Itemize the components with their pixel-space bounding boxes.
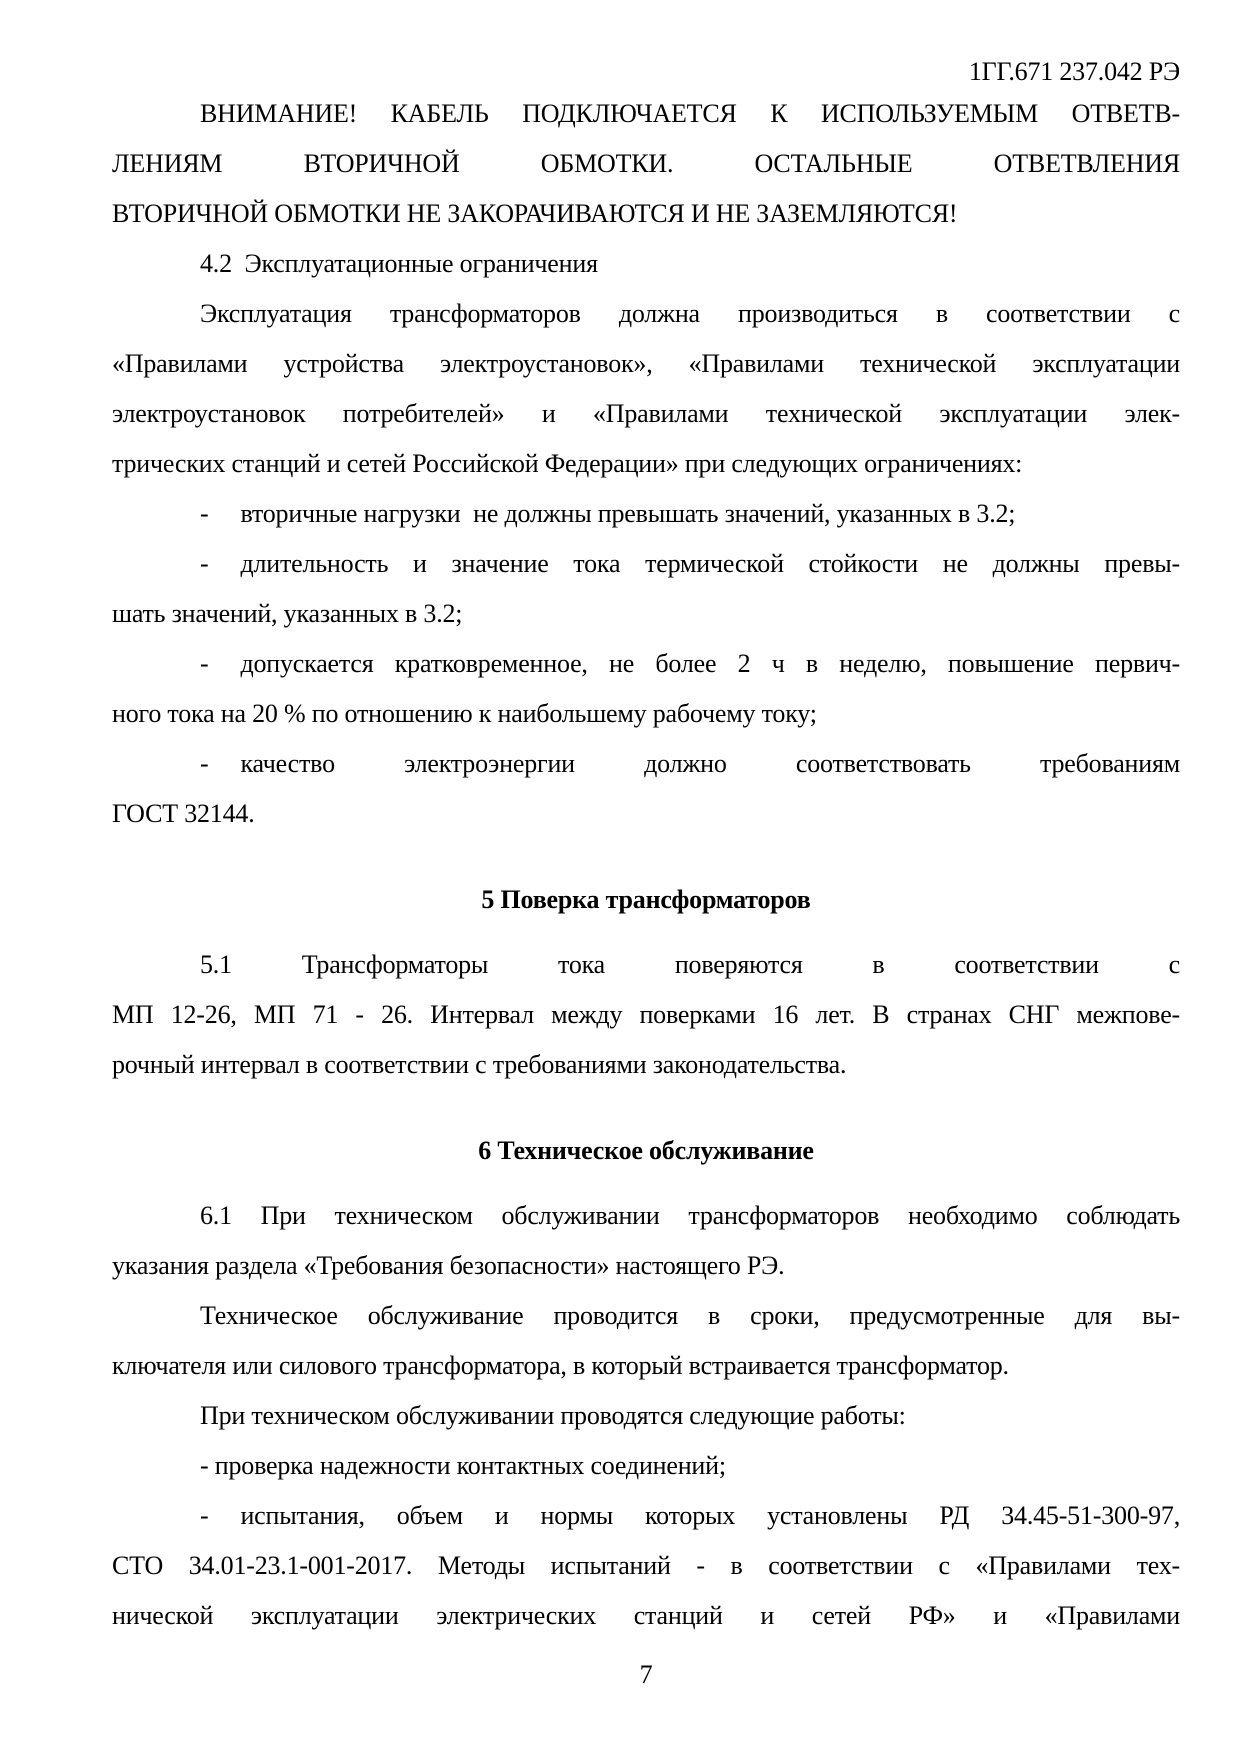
section-5-heading: 5 Поверка трансформаторов xyxy=(481,885,811,914)
list-dash: - xyxy=(200,499,209,528)
doc-code: 1ГГ.671 237.042 РЭ xyxy=(968,57,1180,86)
maintenance-para-line-2: указания раздела «Требования безопасности» настоящего РЭ. xyxy=(112,1251,785,1280)
operation-para-line-1: Эксплуатация трансформаторов должна производиться в соответствии с xyxy=(200,299,1180,328)
limit-item-overcurrent-line-1 xyxy=(112,639,1180,689)
work-item-tests-line-1: - испытания, объем и нормы которых установлены РД 34.45-51-300-97, xyxy=(200,1501,1180,1530)
warning-line-1: ВНИМАНИЕ! КАБЕЛЬ ПОДКЛЮЧАЕТСЯ К ИСПОЛЬЗУЕМЫМ ОТВЕТВ- xyxy=(200,99,1180,128)
limit-item-overcurrent-line-2: ного тока на 20 % по отношению к наибольшему рабочему току; xyxy=(112,699,817,728)
limit-item-text: длительность и значение тока термической стойкости не должны превы- xyxy=(240,549,1180,578)
operation-para-line-2: «Правилами устройства электроустановок», «Правилами технической эксплуатации xyxy=(112,349,1180,378)
maintenance-para-line-4: ключателя или силового трансформатора, в который встраивается трансформатор. xyxy=(112,1351,1009,1380)
list-dash: - xyxy=(200,749,209,778)
verification-para-line-3: рочный интервал в соответствии с требованиями законодательства. xyxy=(112,1050,847,1079)
verification-para-line-2: МП 12-26, МП 71 - 26. Интервал между поверками 16 лет. В странах СНГ межпове- xyxy=(112,1000,1180,1029)
operation-para-line-4: трических станций и сетей Российской Федерации» при следующих ограничениях: xyxy=(112,449,1023,478)
verification-para-line-1: 5.1 Трансформаторы тока поверяются в соответствии с xyxy=(200,950,1180,979)
work-item-contacts: - проверка надежности контактных соединений; xyxy=(200,1451,726,1480)
list-dash: - xyxy=(200,649,209,678)
work-item-tests-line-3: нической эксплуатации электрических станций и сетей РФ» и «Правилами xyxy=(112,1601,1180,1630)
limit-item-power-quality-line-2: ГОСТ 32144. xyxy=(112,799,255,828)
subsection-4-2-title: 4.2 Эксплуатационные ограничения xyxy=(200,249,598,278)
limit-item-text: допускается кратковременное, не более 2 ч в неделю, повышение первич- xyxy=(240,649,1180,678)
maintenance-para-line-1: 6.1 При техническом обслуживании трансформаторов необходимо соблюдать xyxy=(200,1201,1180,1230)
page-number: 7 xyxy=(639,1660,653,1689)
limit-item-thermal-line-2: шать значений, указанных в 3.2; xyxy=(112,599,463,628)
work-item-tests-line-2: СТО 34.01-23.1-001-2017. Методы испытаний - в соответствии с «Правилами тех- xyxy=(112,1551,1180,1580)
limit-item-power-quality-line-1 xyxy=(112,739,1180,789)
text-column xyxy=(112,47,1180,1641)
operation-para-line-3: электроустановок потребителей» и «Правилами технической эксплуатации элек- xyxy=(112,399,1180,428)
limit-item-text: качество электроэнергии должно соответствовать требованиям xyxy=(240,749,1180,778)
warning-line-3: ВТОРИЧНОЙ ОБМОТКИ НЕ ЗАКОРАЧИВАЮТСЯ И НЕ ЗАЗЕМЛЯЮТСЯ! xyxy=(112,199,958,228)
section-6-heading: 6 Техническое обслуживание xyxy=(478,1136,814,1165)
list-dash: - xyxy=(200,549,209,578)
warning-line-2: ЛЕНИЯМ ВТОРИЧНОЙ ОБМОТКИ. ОСТАЛЬНЫЕ ОТВЕТВЛЕНИЯ xyxy=(112,149,1180,178)
limit-item-thermal-line-1 xyxy=(112,539,1180,589)
limit-item-secondary-loads xyxy=(112,489,1180,539)
maintenance-works-intro: При техническом обслуживании проводятся следующие работы: xyxy=(200,1401,906,1430)
maintenance-para-line-3: Техническое обслуживание проводится в сроки, предусмотренные для вы- xyxy=(200,1301,1180,1330)
limit-item-text: вторичные нагрузки не должны превышать значений, указанных в 3.2; xyxy=(240,499,1016,528)
